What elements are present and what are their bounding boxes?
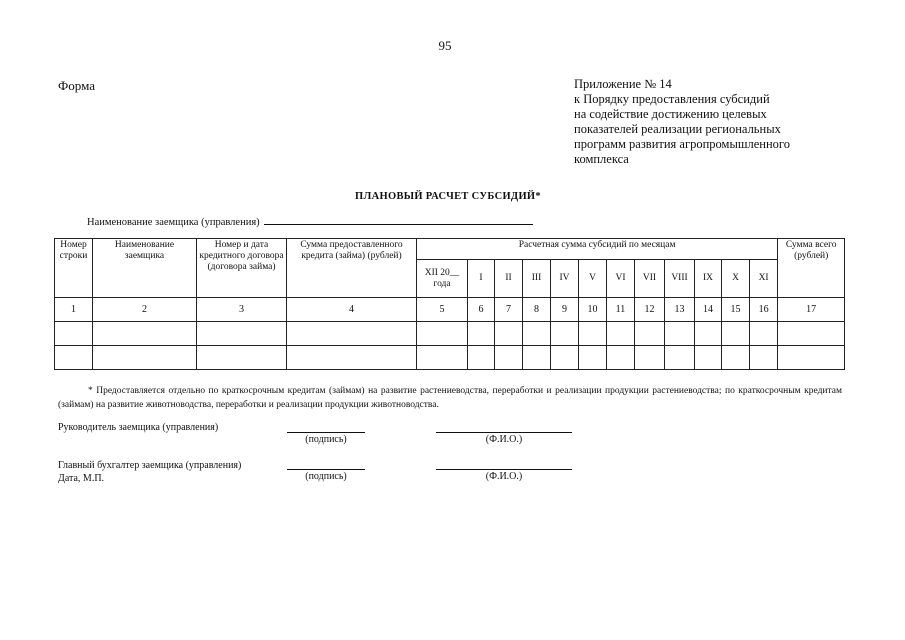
- page-number: 95: [438, 38, 452, 53]
- header-month: II: [495, 260, 523, 298]
- date-label: Дата, М.П.: [58, 473, 105, 484]
- table-cell[interactable]: [55, 346, 93, 370]
- document-title: ПЛАНОВЫЙ РАСЧЕТ СУБСИДИЙ*: [355, 191, 541, 202]
- table-cell[interactable]: [778, 346, 845, 370]
- head-signature-label: Руководитель заемщика (управления): [58, 422, 219, 433]
- header-month: V: [579, 260, 607, 298]
- footnote: * Предоставляется отдельно по краткосрочным кредитам (займам) на развитие растениеводства, переработки и реализации продукции растениеводства; по краткосрочным кредитам (займам) на развитие животноводства, переработки и реализации продукции животноводства.: [58, 386, 842, 410]
- header-borrower-name: Наименование заемщика: [93, 239, 197, 298]
- table-cell[interactable]: [287, 346, 417, 370]
- table-cell[interactable]: [523, 322, 551, 346]
- name-caption: (Ф.И.О.): [485, 471, 523, 482]
- header-loan-sum: Сумма предоставленного кредита (займа) (рублей): [287, 239, 417, 298]
- table-cell[interactable]: [607, 346, 635, 370]
- borrower-label: Наименование заемщика (управления): [87, 217, 260, 228]
- header-month: VIII: [665, 260, 695, 298]
- column-number-row: [55, 298, 845, 322]
- accountant-signature-field[interactable]: [287, 469, 365, 470]
- column-number: 9: [551, 298, 579, 322]
- subsidy-calculation-table: [54, 238, 845, 370]
- column-number: 12: [635, 298, 665, 322]
- column-number: 17: [778, 298, 845, 322]
- appendix-line: на содействие достижению целевых: [574, 107, 767, 121]
- header-monthly-group: Расчетная сумма субсидий по месяцам: [417, 239, 778, 260]
- header-month: III: [523, 260, 551, 298]
- head-signature-field[interactable]: [287, 432, 365, 433]
- column-number: 3: [197, 298, 287, 322]
- header-month: VII: [635, 260, 665, 298]
- accountant-name-field[interactable]: [436, 469, 572, 470]
- table-cell[interactable]: [579, 322, 607, 346]
- column-number: 10: [579, 298, 607, 322]
- header-month: XII 20__ года: [417, 260, 468, 298]
- table-cell[interactable]: [495, 322, 523, 346]
- head-name-field[interactable]: [436, 432, 572, 433]
- column-number: 14: [695, 298, 722, 322]
- table-cell[interactable]: [635, 322, 665, 346]
- column-number: 2: [93, 298, 197, 322]
- appendix-line: программ развития агропромышленного: [574, 137, 790, 151]
- table-cell[interactable]: [55, 322, 93, 346]
- table-cell[interactable]: [665, 322, 695, 346]
- appendix-line: комплекса: [574, 152, 629, 166]
- header-month: IV: [551, 260, 579, 298]
- header-month: XI: [750, 260, 778, 298]
- table-cell[interactable]: [417, 322, 468, 346]
- form-label: Форма: [58, 78, 95, 93]
- table-cell[interactable]: [93, 322, 197, 346]
- table-cell[interactable]: [197, 346, 287, 370]
- table-cell[interactable]: [468, 322, 495, 346]
- signature-caption: (подпись): [305, 434, 347, 445]
- table-cell[interactable]: [722, 346, 750, 370]
- appendix-line: к Порядку предоставления субсидий: [574, 92, 770, 106]
- header-total: Сумма всего (рублей): [778, 239, 845, 298]
- column-number: 7: [495, 298, 523, 322]
- table-cell[interactable]: [468, 346, 495, 370]
- table-cell[interactable]: [287, 322, 417, 346]
- appendix-line: Приложение № 14: [574, 77, 672, 91]
- table-cell[interactable]: [695, 346, 722, 370]
- borrower-name-field[interactable]: [264, 214, 533, 225]
- header-month: I: [468, 260, 495, 298]
- column-number: 13: [665, 298, 695, 322]
- column-number: 4: [287, 298, 417, 322]
- column-number: 16: [750, 298, 778, 322]
- header-contract: Номер и дата кредитного договора (договора займа): [197, 239, 287, 298]
- column-number: 6: [468, 298, 495, 322]
- borrower-name-line: [87, 214, 533, 228]
- column-number: 1: [55, 298, 93, 322]
- table-row: [55, 322, 845, 346]
- table-cell[interactable]: [495, 346, 523, 370]
- appendix-block: [574, 77, 874, 167]
- column-number: 5: [417, 298, 468, 322]
- table-cell[interactable]: [695, 322, 722, 346]
- table-cell[interactable]: [551, 322, 579, 346]
- table-cell[interactable]: [93, 346, 197, 370]
- column-number: 11: [607, 298, 635, 322]
- table-cell[interactable]: [417, 346, 468, 370]
- name-caption: (Ф.И.О.): [485, 434, 523, 445]
- table-cell[interactable]: [635, 346, 665, 370]
- table-cell[interactable]: [607, 322, 635, 346]
- table-cell[interactable]: [523, 346, 551, 370]
- column-number: 8: [523, 298, 551, 322]
- column-number: 15: [722, 298, 750, 322]
- signature-caption: (подпись): [305, 471, 347, 482]
- table-cell[interactable]: [551, 346, 579, 370]
- table-cell[interactable]: [722, 322, 750, 346]
- header-month: IX: [695, 260, 722, 298]
- header-row-number: Номер строки: [55, 239, 93, 298]
- table-cell[interactable]: [665, 346, 695, 370]
- header-month: VI: [607, 260, 635, 298]
- table-cell[interactable]: [750, 346, 778, 370]
- table-cell[interactable]: [197, 322, 287, 346]
- table-cell[interactable]: [579, 346, 607, 370]
- accountant-signature-label: Главный бухгалтер заемщика (управления): [58, 460, 242, 471]
- appendix-line: показателей реализации региональных: [574, 122, 781, 136]
- table-cell[interactable]: [750, 322, 778, 346]
- header-month: X: [722, 260, 750, 298]
- table-row: [55, 346, 845, 370]
- table-cell[interactable]: [778, 322, 845, 346]
